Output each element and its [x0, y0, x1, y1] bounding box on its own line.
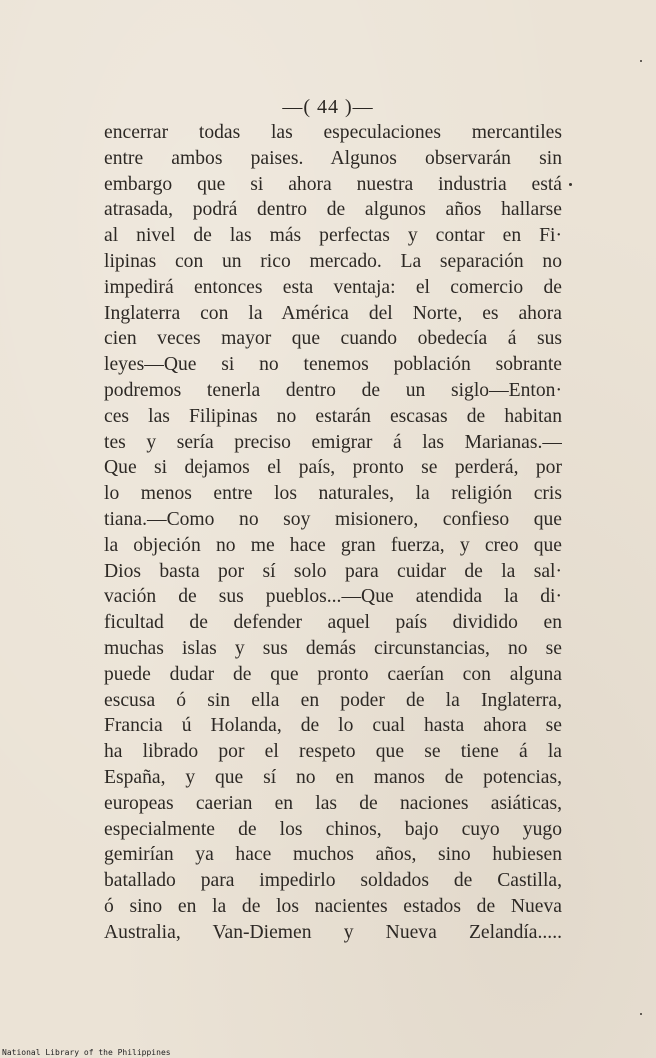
text-line: vación de sus pueblos...—Que atendida la di· [104, 586, 562, 608]
text-line: cien veces mayor que cuando obedecía á sus [104, 328, 562, 350]
text-line: Que si dejamos el país, pronto se perderá, por [104, 457, 562, 479]
text-line: atrasada, podrá dentro de algunos años hallarse [104, 199, 562, 221]
library-credit: National Library of the Philippines [2, 1048, 171, 1057]
text-line: batallado para impedirlo soldados de Castilla, [104, 870, 562, 892]
text-line: Australia, Van-Diemen y Nueva Zelandía..... [104, 921, 562, 943]
text-line: entre ambos paises. Algunos observarán sin [104, 147, 562, 169]
page-number: —( 44 )— [282, 96, 374, 118]
text-line: ficultad de defender aquel país dividido en [104, 612, 562, 634]
text-line: gemirían ya hace muchos años, sino hubiesen [104, 844, 562, 866]
text-line: lipinas con un rico mercado. La separación no [104, 250, 562, 272]
text-line: especialmente de los chinos, bajo cuyo yugo [104, 818, 562, 840]
text-line: lo menos entre los naturales, la religión cris [104, 483, 562, 505]
ink-speck [640, 60, 642, 62]
text-line: la objeción no me hace gran fuerza, y creo que [104, 534, 562, 556]
text-line: tiana.—Como no soy misionero, confieso que [104, 508, 562, 530]
text-line: podremos tenerla dentro de un siglo—Enton· [104, 379, 562, 401]
text-line: Inglaterra con la América del Norte, es ahora [104, 302, 562, 324]
body-text [104, 120, 562, 946]
ink-speck [640, 1013, 642, 1015]
text-line: embargo que si ahora nuestra industria está [104, 173, 562, 195]
text-line: España, y que sí no en manos de potencias, [104, 766, 562, 788]
text-line: ha librado por el respeto que se tiene á la [104, 741, 562, 763]
text-line: puede dudar de que pronto caerían con alguna [104, 663, 562, 685]
text-line: ces las Filipinas no estarán escasas de habitan [104, 405, 562, 427]
text-line: tes y sería preciso emigrar á las Marianas.— [104, 431, 562, 453]
text-line: al nivel de las más perfectas y contar en Fi· [104, 225, 562, 247]
text-line: ó sino en la de los nacientes estados de Nueva [104, 895, 562, 917]
text-line: muchas islas y sus demás circunstancias, no se [104, 637, 562, 659]
text-line: leyes—Que si no tenemos población sobrante [104, 354, 562, 376]
text-line: Dios basta por sí solo para cuidar de la sal· [104, 560, 562, 582]
text-line: Francia ú Holanda, de lo cual hasta ahora se [104, 715, 562, 737]
ink-speck [569, 183, 572, 186]
text-line: impedirá entonces esta ventaja: el comercio de [104, 276, 562, 298]
text-line: encerrar todas las especulaciones mercantiles [104, 122, 562, 143]
text-line: europeas caerian en las de naciones asiáticas, [104, 792, 562, 814]
text-line: escusa ó sin ella en poder de la Inglaterra, [104, 689, 562, 711]
